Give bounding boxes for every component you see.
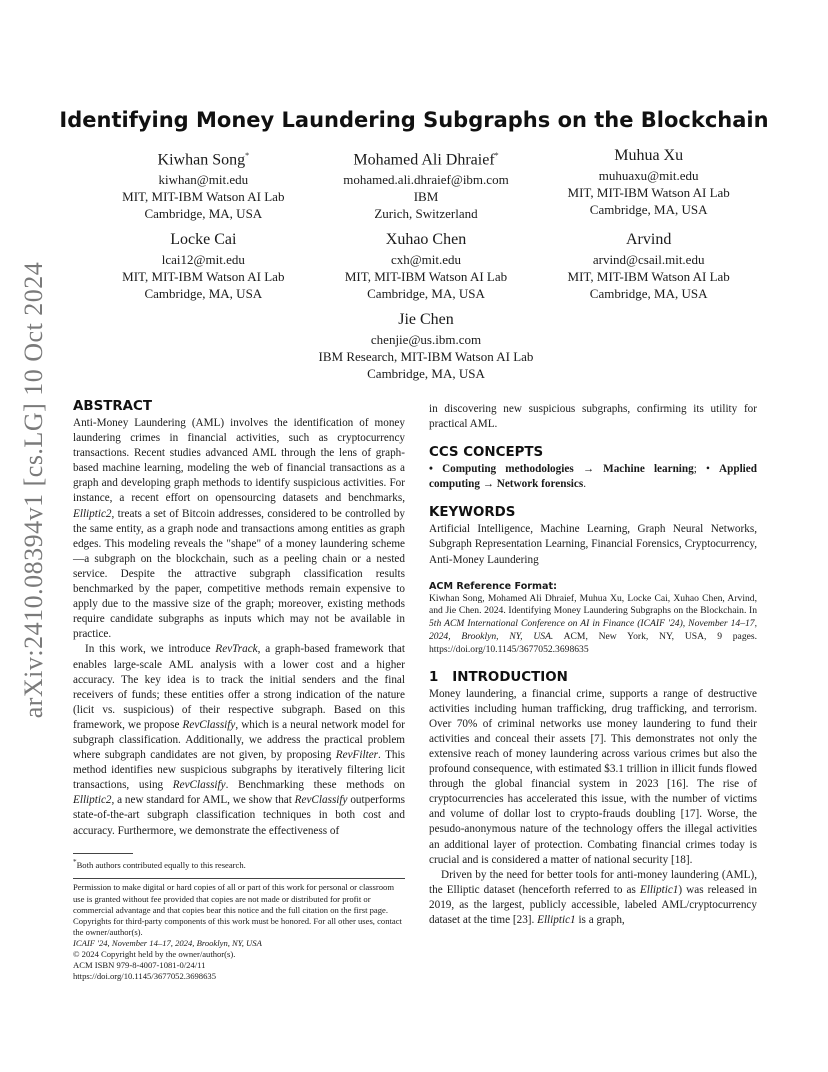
author-location: Cambridge, MA, USA — [589, 202, 708, 217]
author-email: cxh@mit.edu — [390, 252, 462, 268]
author-4 — [92, 230, 315, 302]
author-location: Zurich, Switzerland — [374, 206, 478, 222]
author-name: Arvind — [626, 231, 672, 249]
author-5 — [315, 230, 538, 302]
author-block — [92, 146, 760, 382]
author-email: chenjie@us.ibm.com — [370, 332, 482, 348]
author-name: Muhua Xu — [614, 147, 684, 164]
author-email: arvind@csail.mit.edu — [592, 252, 705, 268]
author-name: Jie Chen — [398, 311, 454, 329]
abstract-paragraph-1: Anti-Money Laundering (AML) involves the identification of money laundering crimes in financial activities, such as cryptocurrency transactions. Recent studies advanced AML through the lens of graph-based machine learning, modeling the web of financial transactions as a graph and developing graph methods to identify suspicious activities. For instance, a recent effort on opensourcing datasets and benchmarks, Elliptic2, treats a set of Bitcoin addresses, considered to be controlled by the same entity, as a graph node and transactions among entities as graph edges. This modeling reveals the "shape" of a money laundering scheme—a subgraph on the blockchain, such as a peeling chain or a nested service. Despite the attractive subgraph classification results benchmarked by the paper, competitive methods remain expensive to apply due to the massive size of the graph; moreover, existing methods require candidate subgraphs as inputs which may not be available in practice. — [73, 417, 405, 641]
intro-paragraph-1: Money laundering, a financial crime, supports a range of destructive activities including human trafficking, drug trafficking, and terrorism. Over 70% of criminal networks use money laundering to fund their activities and conceal their assets [7]. This demonstrates not only the extensive reach of money laundering across various crimes but also the profound consequence, with estimated $3.1 trillion in illicit funds flowed through the global financial system in 2023 [16]. The rise of cryptocurrencies has accelerated this issue, with the number of victims and volume of dollar lost to crypto-frauds doubling [17]. Worse, the pesudo-anonymous nature of the technology offers the illegal activities an additional layer of protection. Combating financial crimes today is crucial and is considered a matter of national security [18]. — [429, 687, 757, 866]
ccs-heading: CCS CONCEPTS — [429, 445, 544, 461]
introduction-heading: 1 INTRODUCTION — [429, 669, 568, 685]
acm-reference-text: Kiwhan Song, Mohamed Ali Dhraief, Muhua Xu, Locke Cai, Xuhao Chen, Arvind, and Jie Chen. 2024. Identifying Money Laundering Subgraphs on the Blockchain. In 5th ACM International Conference on AI in Finance (ICAIF '24), November 14–17, 2024, Brooklyn, NY, USA. ACM, New York, NY, USA, 9 pages. https://doi.org/10.1145/3677052.3698635 — [429, 592, 758, 655]
author-affiliation: MIT, MIT-IBM Watson AI Lab — [344, 269, 508, 285]
intro-paragraph-2: Driven by the need for better tools for anti-money laundering (AML), the Elliptic dataset (henceforth referred to as Elliptic1) was released in 2019, as the largest, publicly accessible, labeled AML/cryptocurrency dataset at the time [23]. Elliptic1 is a graph, — [429, 868, 757, 927]
author-affiliation: MIT, MIT-IBM Watson AI Lab — [122, 269, 285, 285]
author-1 — [92, 146, 315, 222]
ccs-concepts: • Computing methodologies → Machine learning; • Applied computing → Network forensics. — [429, 463, 757, 491]
author-affiliation: IBM — [413, 189, 439, 205]
arxiv-identifier: arXiv:2410.08394v1 [cs.LG] 10 Oct 2024 — [19, 261, 48, 719]
author-affiliation: MIT, MIT-IBM Watson AI Lab — [122, 189, 285, 205]
footnote-rule — [73, 853, 133, 854]
author-6 — [537, 230, 760, 302]
isbn-line: ACM ISBN 979-8-4007-1081-0/24/11 — [73, 960, 206, 971]
author-location: Cambridge, MA, USA — [144, 286, 263, 302]
author-affiliation: MIT, MIT-IBM Watson AI Lab — [567, 269, 730, 285]
author-location: Cambridge, MA, USA — [144, 206, 263, 222]
footnote: *Both authors contributed equally to this research. — [73, 857, 246, 870]
author-name: Locke Cai — [170, 231, 237, 249]
doi-line: https://doi.org/10.1145/3677052.3698635 — [73, 971, 216, 982]
venue-line: ICAIF '24, November 14–17, 2024, Brooklyn, NY, USA — [73, 937, 262, 948]
abstract-paragraph-2: In this work, we introduce RevTrack, a graph-based framework that enables large-scale AML analysis with a lower cost and a higher accuracy. The key idea is to track the initial senders and the final receivers of funds; these entities offer a strong indication of the nature (licit vs. suspicious) of their respective subgraph. Based on this framework, we propose RevClassify, which is a neural network model for subgraph classification. Additionally, we address the practical problem where subgraph candidates are not given, by proposing RevFilter. This method identifies new suspicious subgraphs by iteratively filtering licit transactions, using RevClassify. Benchmarking these methods on Elliptic2, a new standard for AML, we show that RevClassify outperforms state-of-the-art subgraph classification techniques in both cost and accuracy. Furthermore, we demonstrate the effectiveness of — [73, 643, 405, 837]
acm-reference-heading: ACM Reference Format: — [429, 580, 557, 592]
author-email: lcai12@mit.edu — [161, 252, 245, 268]
author-name: Kiwhan Song — [157, 151, 246, 169]
author-affiliation: MIT, MIT-IBM Watson AI Lab — [567, 185, 730, 200]
author-email: kiwhan@mit.edu — [158, 172, 249, 188]
keywords-heading: KEYWORDS — [429, 505, 516, 521]
author-email: muhuaxu@mit.edu — [598, 168, 699, 183]
copyright-line: © 2024 Copyright held by the owner/author(s). — [73, 949, 236, 960]
permission-rule — [73, 878, 405, 879]
author-location: Cambridge, MA, USA — [367, 366, 485, 382]
author-location: Cambridge, MA, USA — [367, 286, 485, 302]
permission-block — [73, 882, 405, 982]
author-2 — [315, 146, 538, 222]
equal-contribution-mark: * — [245, 151, 250, 160]
left-column — [73, 398, 405, 982]
equal-contribution-mark: * — [494, 151, 499, 160]
paper-title: Identifying Money Laundering Subgraphs on the Blockchain — [59, 108, 769, 132]
right-column — [429, 402, 757, 928]
author-name: Xuhao Chen — [385, 231, 467, 249]
keywords-text: Artificial Intelligence, Machine Learning, Graph Neural Networks, Subgraph Representation Learning, Financial Forensics, Cryptocurrency, Anti-Money Laundering — [429, 523, 757, 566]
abstract-continuation: in discovering new suspicious subgraphs, confirming its utility for practical AML. — [429, 403, 757, 431]
author-location: Cambridge, MA, USA — [589, 286, 708, 302]
author-7 — [315, 310, 538, 382]
abstract-heading: ABSTRACT — [73, 399, 152, 414]
permission-text: Permission to make digital or hard copies of all or part of this work for personal or classroom use is granted without fee provided that copies are not made or distributed for profit or commercial advantage and that copies bear this notice and the full citation on the first page. Copyrights for third-party components of this work must be honored. For all other uses, contact the owner/author(s). — [73, 882, 402, 937]
author-email: mohamed.ali.dhraief@ibm.com — [343, 172, 509, 188]
author-name: Mohamed Ali Dhraief — [353, 151, 495, 169]
author-affiliation: IBM Research, MIT-IBM Watson AI Lab — [318, 349, 534, 365]
arxiv-sidebar — [14, 230, 54, 750]
author-3 — [537, 146, 760, 222]
